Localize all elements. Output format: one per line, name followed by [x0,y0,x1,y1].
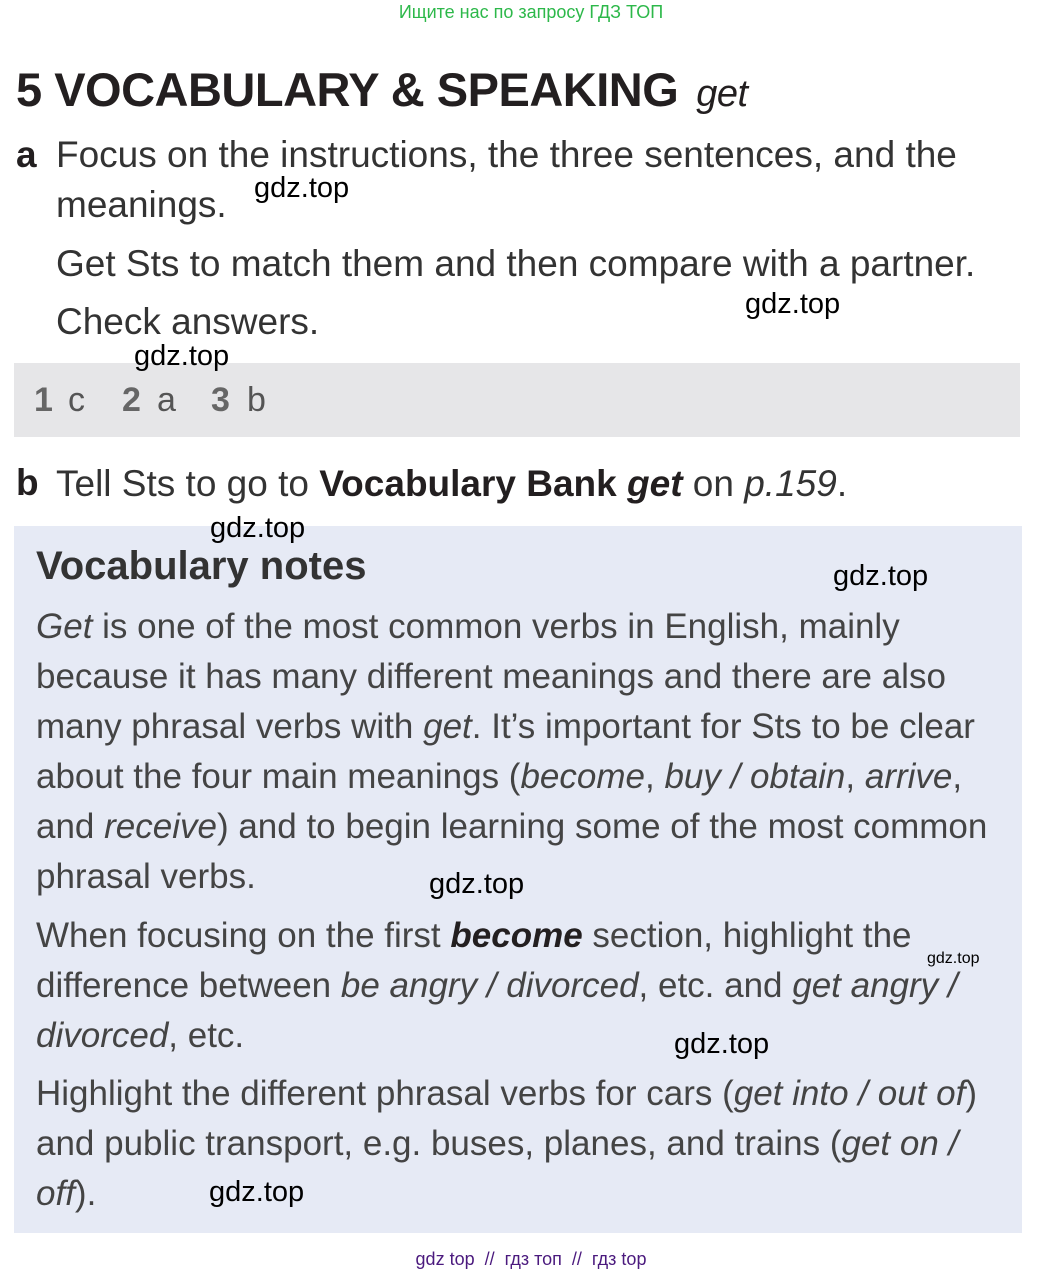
bold-text: get [627,463,683,504]
italic-text: buy / obtain [664,757,846,796]
answer-value: c [68,381,85,419]
watermark: gdz.top [745,288,841,320]
text-segment: section, highlight the difference between [36,916,912,1005]
section-a-letter: a [16,134,37,175]
italic-text: receive [104,807,217,846]
title-sub: get [696,73,748,115]
text-segment: , etc. and [638,966,793,1005]
answer-num: 2 [122,381,141,419]
watermark: gdz.top [134,340,230,372]
italic-text: get angry / divorced [36,966,958,1055]
italic-text: get [423,707,472,746]
italic-text: become [520,757,645,796]
answer-key [14,363,1020,437]
text-segment: , etc. [168,1016,245,1055]
notes-paragraph [36,602,1016,902]
section-b-text [56,459,1036,509]
italic-text: Get [36,607,93,646]
italic-text: be angry / divorced [340,966,639,1005]
section-a-para-1: Focus on the instructions, the three sentences, and the meanings. [56,134,957,225]
text-segment: . [836,463,848,504]
text-segment: ) and to begin learning some of the most common phrasal verbs. [36,807,988,896]
notes-title: Vocabulary notes [36,544,367,588]
watermark: gdz.top [210,512,306,544]
answer-num: 1 [34,381,53,419]
italic-text: p.159 [744,463,837,504]
search-hint-link[interactable]: Ищите нас по запросу ГДЗ ТОП [398,2,664,22]
section-a-para-2: Get Sts to match them and then compare with a partner. [56,243,976,284]
text-segment: . It’s important for Sts to be clear about the four main meanings ( [36,707,975,796]
title-main: 5 VOCABULARY & SPEAKING [16,63,679,116]
watermark: gdz.top [254,172,350,204]
text-segment: Tell Sts to go to [56,463,320,504]
text-segment: ) and public transport, e.g. buses, planes, and trains ( [36,1074,977,1163]
text-segment: , [845,757,865,796]
text-segment: , [644,757,665,796]
bold-text: become [450,916,583,955]
answer-value: a [157,381,176,419]
watermark: gdz.top [209,1176,305,1208]
italic-text: get into / out of [733,1074,966,1113]
notes-paragraph [36,1069,1016,1219]
answer-value: b [247,381,266,419]
italic-text: arrive [864,757,953,796]
section-b-letter: b [16,462,39,503]
bold-text: Vocabulary Bank [319,463,628,504]
footer-links[interactable]: gdz top // гдз топ // гдз top [415,1249,647,1269]
text-segment: , and [36,757,963,846]
watermark: gdz.top [429,868,525,900]
watermark: gdz.top [927,950,980,967]
text-segment: is one of the most common verbs in English, mainly because it has many different meanings and there are also many phrasal verbs with [36,607,946,746]
watermark: gdz.top [833,560,929,592]
section-a-para-3: Check answers. [56,301,320,342]
italic-text: get on / off [36,1124,959,1213]
section-title [16,62,748,117]
notes-paragraph [36,911,1016,1061]
watermark: gdz.top [674,1028,770,1060]
text-segment: When focusing on the first [36,916,451,955]
text-segment: on [682,463,745,504]
text-segment: ). [74,1174,97,1213]
text-segment: Highlight the different phrasal verbs for cars ( [36,1074,734,1113]
answer-num: 3 [211,381,230,419]
